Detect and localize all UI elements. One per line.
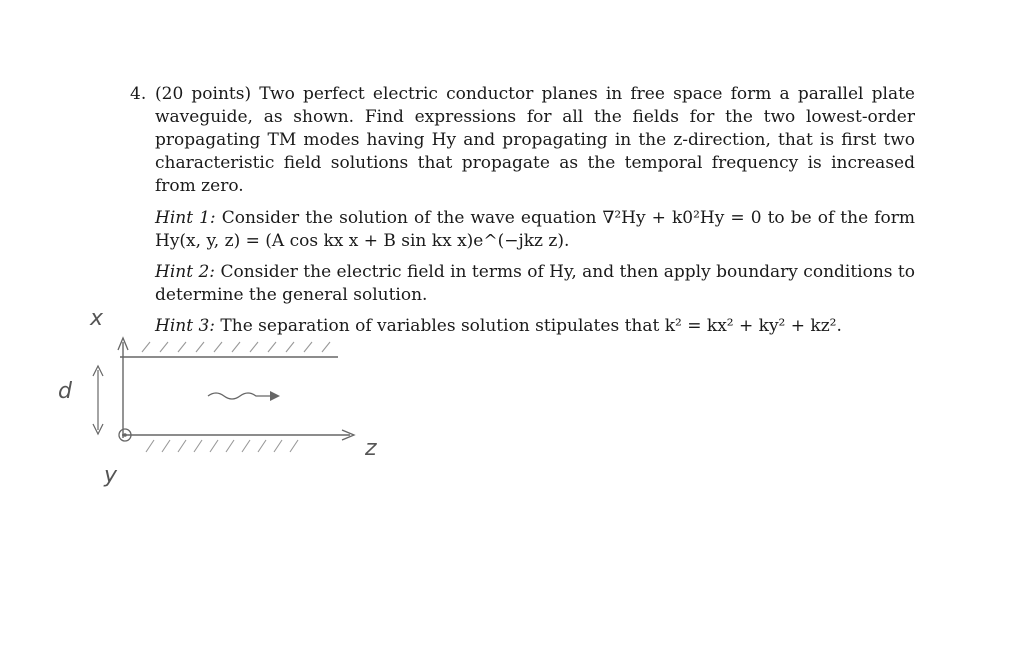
waveguide-sketch-svg: [50, 300, 390, 500]
hint-2-text: Consider the electric field in terms of Hy, and then apply boundary conditions to determine the general solution.: [155, 262, 915, 305]
hint-1-label: Hint 1:: [155, 208, 216, 228]
z-axis-label: z: [365, 436, 377, 461]
propagation-arrowhead: [270, 391, 280, 401]
hint-1: [155, 207, 915, 253]
propagation-wave-arrow: [208, 393, 276, 399]
bottom-plate-hatching: [146, 440, 298, 452]
top-plate-hatching: [142, 342, 330, 352]
problem-number: 4.: [130, 84, 147, 104]
problem-statement: [155, 83, 915, 198]
x-axis-label: x: [90, 306, 104, 331]
problem-statement-text: (20 points) Two perfect electric conductor planes in free space form a parallel plate waveguide, as shown. Find expressions for all the fields for the two lowest-order propagating TM modes having Hy and propagating in the z-direction, that is first two characteristic field solutions that propagate as the temporal frequency is increased from zero.: [155, 84, 915, 196]
hint-1-text: Consider the solution of the wave equation ∇²Hy + k0²Hy = 0 to be of the form Hy(x, y, z) = (A cos kx x + B sin kx x)e^(−jkz z).: [155, 208, 915, 251]
hint-2-label: Hint 2:: [155, 262, 216, 282]
hint-3-text: The separation of variables solution stipulates that k² = kx² + ky² + kz².: [220, 316, 842, 336]
hint-3-label: Hint 3:: [155, 316, 215, 336]
waveguide-sketch: [50, 300, 390, 500]
y-axis-label: y: [104, 463, 118, 488]
separation-label: d: [58, 379, 72, 404]
y-axis-dot: [123, 433, 127, 437]
